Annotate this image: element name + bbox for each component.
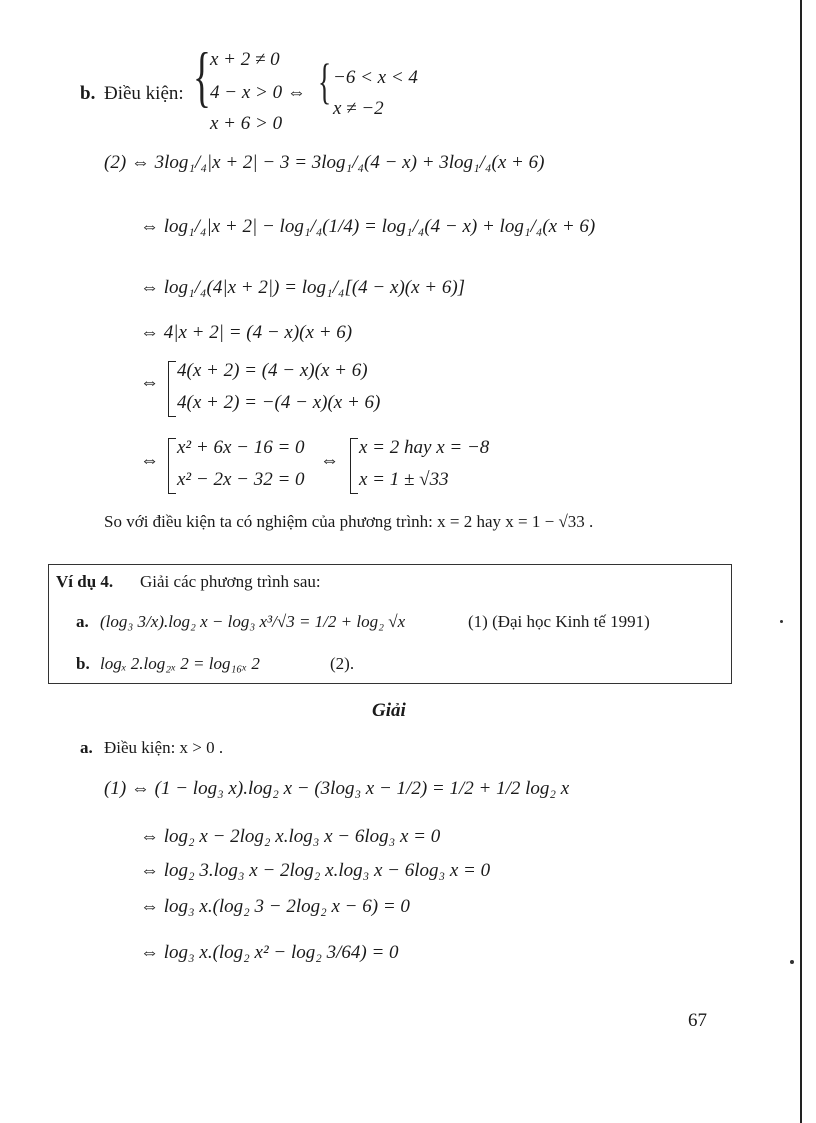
case1-line1: 4(x + 2) = (4 − x)(x + 6) [177,360,368,381]
solution-step: ⇔ log₂ 3.log₃ x − 2log₂ x.log₃ x − 6log₃ x = 0 [140,860,491,881]
conclusion-text: So với điều kiện ta có nghiệm của phương trình: x = 2 hay x = 1 − √33 . [104,512,594,531]
condition-label: Điều kiện: [104,83,184,104]
system-brace: { [318,53,332,109]
part-b-label: b. [80,83,96,104]
case-bracket [168,361,176,417]
solution-step: ⇔ log₂ x − 2log₂ x.log₃ x − 6log₃ x = 0 [140,826,441,847]
example-b-equation: logₓ 2.log₂ₓ 2 = log₁₆ₓ 2 [100,654,260,673]
example-b-note: (2). [330,654,355,673]
step-line: ⇔ 4|x + 2| = (4 − x)(x + 6) [140,322,353,343]
case2-right-line1: x = 2 hay x = −8 [359,437,490,458]
step-line: (2) ⇔ 3log₁/₄|x + 2| − 3 = 3log₁/₄(4 − x) + 3log₁/₄(x + 6) [104,152,545,173]
solution-step: ⇔ log₃ x.(log₂ 3 − 2log₂ x − 6) = 0 [140,896,410,917]
example-a-equation: (log₃ 3/x).log₂ x − log₃ x³/√3 = 1/2 + log₂ √x [100,612,406,631]
solution-step: (1) ⇔ (1 − log₃ x).log₂ x − (3log₃ x − 1/2) = 1/2 + 1/2 log₂ x [104,778,570,799]
case1-line2: 4(x + 2) = −(4 − x)(x + 6) [177,392,381,413]
example-prompt: Giải các phương trình sau: [140,572,321,591]
system2-line1: −6 < x < 4 [333,67,418,88]
scan-speck [790,960,794,964]
page-number: 67 [688,1010,707,1031]
equiv-symbol: ⇔ [140,372,159,393]
equiv-symbol: ⇔ [320,450,339,471]
case2-right-line2: x = 1 ± √33 [359,469,449,490]
system2-line2: x ≠ −2 [333,98,384,119]
step-line: ⇔ log₁/₄|x + 2| − log₁/₄(1/4) = log₁/₄(4 − x) + log₁/₄(x + 6) [140,216,596,237]
example-title: Ví dụ 4. [56,572,114,591]
system1-line1: x + 2 ≠ 0 [210,49,280,70]
page-edge-line [800,0,802,1123]
solution-condition: Điều kiện: x > 0 . [104,738,224,757]
system1-line2: 4 − x > 0 ⇔ [210,82,306,103]
example-b-label: b. [76,654,90,673]
equiv-symbol: ⇔ [140,450,159,471]
case-bracket [350,438,358,494]
scan-speck [780,620,783,623]
case2-left-line2: x² − 2x − 32 = 0 [177,469,305,490]
system-brace: { [193,38,211,114]
case2-left-line1: x² + 6x − 16 = 0 [177,437,305,458]
solution-step: ⇔ log₃ x.(log₂ x² − log₂ 3/64) = 0 [140,942,399,963]
example-a-label: a. [76,612,89,631]
step-line: ⇔ log₁/₄(4|x + 2|) = log₁/₄[(4 − x)(x + 6)] [140,277,466,298]
system1-line3: x + 6 > 0 [210,113,283,134]
example-a-note: (1) (Đại học Kinh tế 1991) [468,612,650,631]
solution-heading: Giải [372,700,406,721]
case-bracket [168,438,176,494]
solution-a-label: a. [80,738,93,757]
